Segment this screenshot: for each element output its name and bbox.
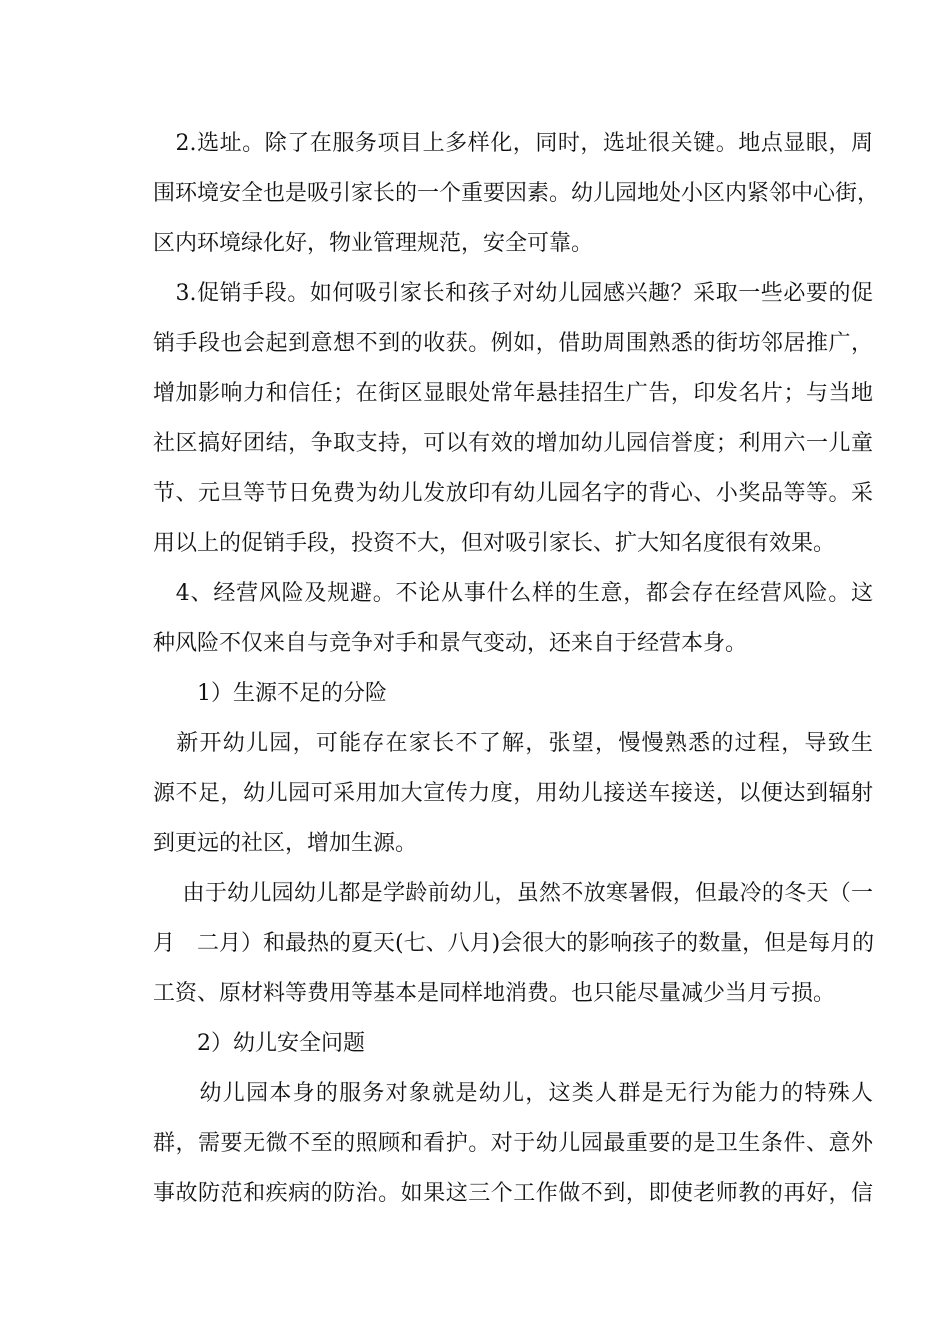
text-line: 工资、原材料等费用等基本是同样地消费。也只能尽量减少当月亏损。 bbox=[153, 981, 836, 1006]
text-line: 节、元旦等节日免费为幼儿发放印有幼儿园名字的背心、小奖品等等。采 bbox=[153, 481, 873, 506]
text-line: 种风险不仅来自与竞争对手和景气变动，还来自于经营本身。 bbox=[153, 631, 748, 656]
text-line: 4、经营风险及规避。不论从事什么样的生意，都会存在经营风险。这 bbox=[153, 581, 873, 606]
text-line: 社区搞好团结，争取支持，可以有效的增加幼儿园信誉度；利用六一儿童 bbox=[153, 431, 873, 456]
text-line: 3.促销手段。如何吸引家长和孩子对幼儿园感兴趣？采取一些必要的促 bbox=[153, 281, 873, 306]
text-line: 围环境安全也是吸引家长的一个重要因素。幼儿园地处小区内紧邻中心街， bbox=[153, 181, 880, 206]
section-heading: 2）幼儿安全问题 bbox=[153, 1031, 365, 1056]
text-line: 2.选址。除了在服务项目上多样化，同时，选址很关键。地点显眼，周 bbox=[153, 131, 873, 156]
text-line: 用以上的促销手段，投资不大，但对吸引家长、扩大知名度很有效果。 bbox=[153, 531, 836, 556]
text-line: 群，需要无微不至的照顾和看护。对于幼儿园最重要的是卫生条件、意外 bbox=[153, 1131, 873, 1156]
text-line: 幼儿园本身的服务对象就是幼儿，这类人群是无行为能力的特殊人 bbox=[153, 1081, 873, 1106]
text-line: 到更远的社区，增加生源。 bbox=[153, 831, 418, 856]
text-line: 区内环境绿化好，物业管理规范，安全可靠。 bbox=[153, 231, 594, 256]
text-line: 事故防范和疾病的防治。如果这三个工作做不到，即使老师教的再好，信 bbox=[153, 1181, 873, 1206]
text-line: 月 二月）和最热的夏天(七、八月)会很大的影响孩子的数量，但是每月的 bbox=[153, 931, 875, 956]
section-heading: 1）生源不足的分险 bbox=[153, 681, 387, 706]
text-line: 增加影响力和信任；在街区显眼处常年悬挂招生广告，印发名片；与当地 bbox=[153, 381, 873, 406]
text-line: 新开幼儿园，可能存在家长不了解，张望，慢慢熟悉的过程，导致生 bbox=[153, 731, 873, 756]
text-line: 源不足，幼儿园可采用加大宣传力度，用幼儿接送车接送，以便达到辐射 bbox=[153, 781, 873, 806]
text-line: 由于幼儿园幼儿都是学龄前幼儿，虽然不放寒暑假，但最冷的冬天（一 bbox=[153, 881, 873, 906]
text-line: 销手段也会起到意想不到的收获。例如，借助周围熟悉的街坊邻居推广， bbox=[153, 331, 873, 356]
